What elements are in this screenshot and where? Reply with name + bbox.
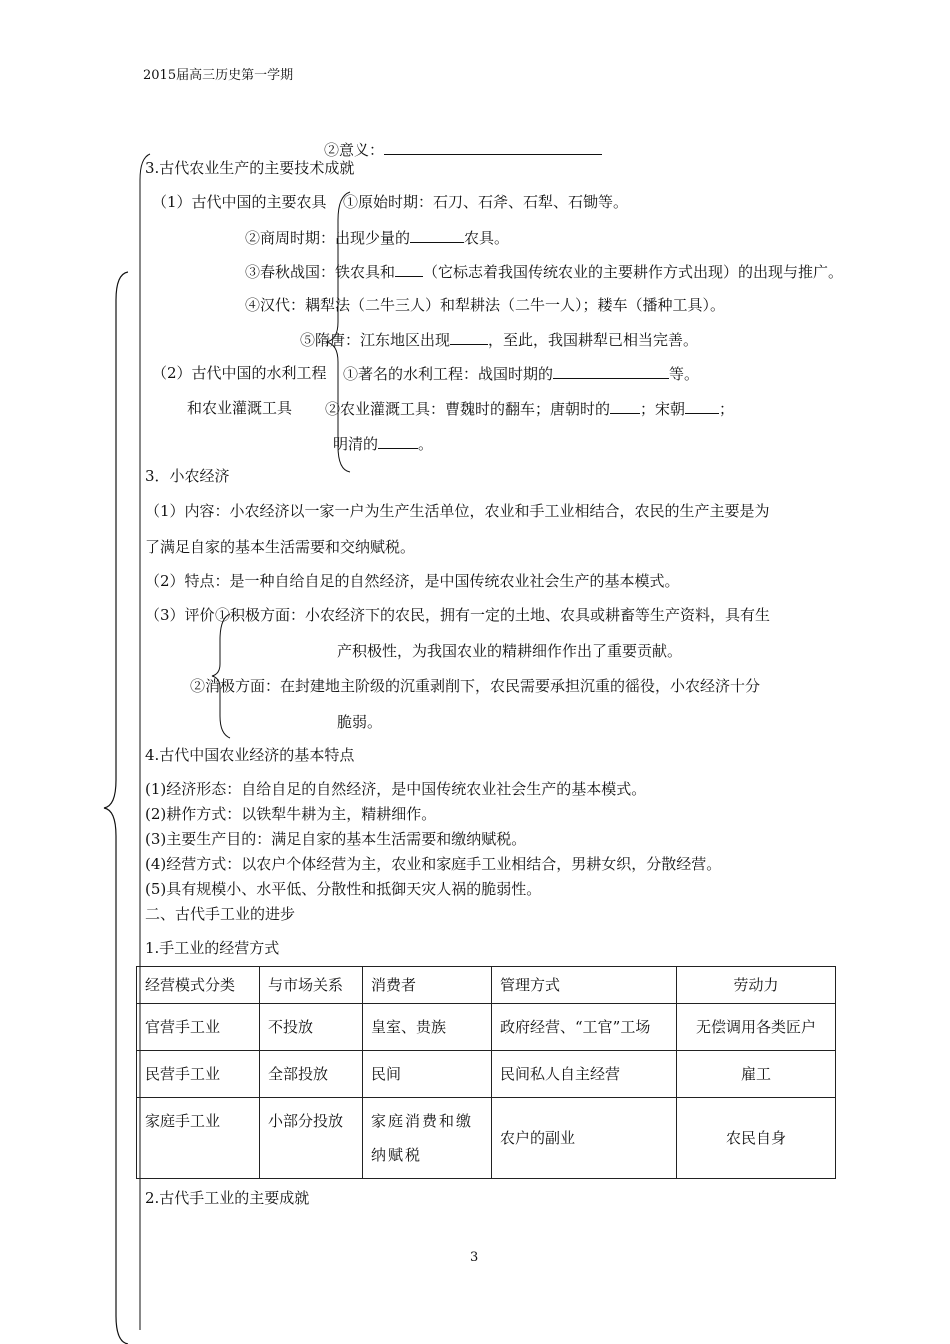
table-cell: 雇工 — [677, 1051, 836, 1098]
tools-blank-5 — [450, 329, 488, 345]
feature-item-4: (4)经营方式：以农户个体经营为主，农业和家庭手工业相结合，男耕女织，分散经营。 — [145, 855, 722, 873]
tools-item-4: ④汉代：耦犁法（二牛三人）和犁耕法（二牛一人）；耧车（播种工具）。 — [245, 296, 726, 314]
tools-blank-3 — [395, 261, 423, 277]
table-row — [137, 1051, 836, 1098]
table-cell: 民间 — [363, 1051, 492, 1098]
water-item-3: 明清的 。 — [333, 435, 434, 453]
tools-item-3: ③春秋战国：铁农具和 （它标志着我国传统农业的主要耕作方式出现）的出现与推广。 — [245, 263, 844, 281]
tools-item-1: ①原始时期：石刀、石斧、石犁、石锄等。 — [343, 193, 629, 211]
table-cell: 民营手工业 — [137, 1051, 260, 1098]
significance-label: ②意义： — [324, 141, 385, 159]
table-header-row — [137, 967, 836, 1004]
part-2-title: 二、古代手工业的进步 — [145, 905, 296, 923]
small-economy-content-1: （1）内容：小农经济以一家一户为生产生活单位，农业和手工业相结合，农民的生产主要是为 — [145, 502, 770, 520]
handicraft-mode-title: 1.手工业的经营方式 — [145, 939, 280, 957]
feature-item-1: (1)经济形态：自给自足的自然经济，是中国传统农业社会生产的基本模式。 — [145, 780, 647, 798]
water-blank-1 — [553, 363, 669, 379]
table-cell: 家庭手工业 — [137, 1098, 260, 1179]
table-row — [137, 1004, 836, 1051]
feature-item-2: (2)耕作方式：以铁犁牛耕为主，精耕细作。 — [145, 805, 437, 823]
table-row — [137, 1098, 836, 1179]
handicraft-table — [136, 966, 836, 1179]
water-item-2: ②农业灌溉工具：曹魏时的翻车；唐朝时的 ；宋朝 ； — [325, 400, 735, 418]
table-cell: 农户的副业 — [492, 1098, 677, 1179]
section-3-title: 3.古代农业生产的主要技术成就 — [145, 159, 355, 177]
small-economy-content-2: 了满足自家的基本生活需要和交纳赋税。 — [145, 538, 416, 556]
small-economy-positive-2: 产积极性，为我国农业的精耕细作作出了重要贡献。 — [337, 642, 683, 660]
table-cell: 民间私人自主经营 — [492, 1051, 677, 1098]
small-economy-positive-1: ①积极方面：小农经济下的农民，拥有一定的土地、农具或耕畜等生产资料，具有生 — [215, 606, 771, 624]
table-cell: 农民自身 — [677, 1098, 836, 1179]
table-header: 管理方式 — [492, 967, 677, 1004]
water-blank-4 — [378, 433, 418, 449]
table-header: 经营模式分类 — [137, 967, 260, 1004]
water-blank-2 — [610, 398, 640, 414]
page-number: 3 — [470, 1250, 479, 1265]
table-header: 消费者 — [363, 967, 492, 1004]
small-economy-feature: （2）特点：是一种自给自足的自然经济，是中国传统农业社会生产的基本模式。 — [145, 572, 680, 590]
tools-blank-2 — [410, 227, 464, 243]
table-cell: 不投放 — [260, 1004, 363, 1051]
table-cell: 政府经营、“工官”工场 — [492, 1004, 677, 1051]
small-economy-negative-1: ②消极方面：在封建地主阶级的沉重剥削下，农民需要承担沉重的徭役，小农经济十分 — [190, 677, 761, 695]
feature-item-5: (5)具有规模小、水平低、分散性和抵御天灾人祸的脆弱性。 — [145, 880, 542, 898]
section-4-title: 4.古代中国农业经济的基本特点 — [145, 746, 355, 764]
handicraft-achievements-title: 2.古代手工业的主要成就 — [145, 1189, 310, 1207]
small-economy-title: 3．小农经济 — [145, 467, 230, 485]
water-item-1: ①著名的水利工程：战国时期的 等。 — [343, 365, 700, 383]
table-header: 与市场关系 — [260, 967, 363, 1004]
water-blank-3 — [685, 398, 719, 414]
page-header: 2015届高三历史第一学期 — [143, 68, 294, 83]
significance-line — [324, 139, 602, 160]
table-cell: 官营手工业 — [137, 1004, 260, 1051]
tools-item-2: ②商周时期：出现少量的 农具。 — [245, 229, 510, 247]
water-heading: （2）古代中国的水利工程 — [152, 364, 327, 382]
table-header: 劳动力 — [677, 967, 836, 1004]
table-cell: 小部分投放 — [260, 1098, 363, 1179]
table-cell: 无偿调用各类匠户 — [677, 1004, 836, 1051]
water-heading-2: 和农业灌溉工具 — [187, 399, 293, 417]
significance-blank — [384, 139, 602, 155]
feature-item-3: (3)主要生产目的：满足自家的基本生活需要和缴纳赋税。 — [145, 830, 527, 848]
table-cell: 皇室、贵族 — [363, 1004, 492, 1051]
small-economy-eval-label: （3）评价 — [145, 606, 215, 624]
table-cell: 家庭消费和缴纳赋税 — [363, 1098, 492, 1179]
tools-heading: （1）古代中国的主要农具 — [152, 193, 327, 211]
tools-item-5: ⑤隋唐：江东地区出现 ，至此，我国耕犁已相当完善。 — [300, 331, 699, 349]
table-cell: 全部投放 — [260, 1051, 363, 1098]
small-economy-negative-2: 脆弱。 — [337, 713, 383, 731]
